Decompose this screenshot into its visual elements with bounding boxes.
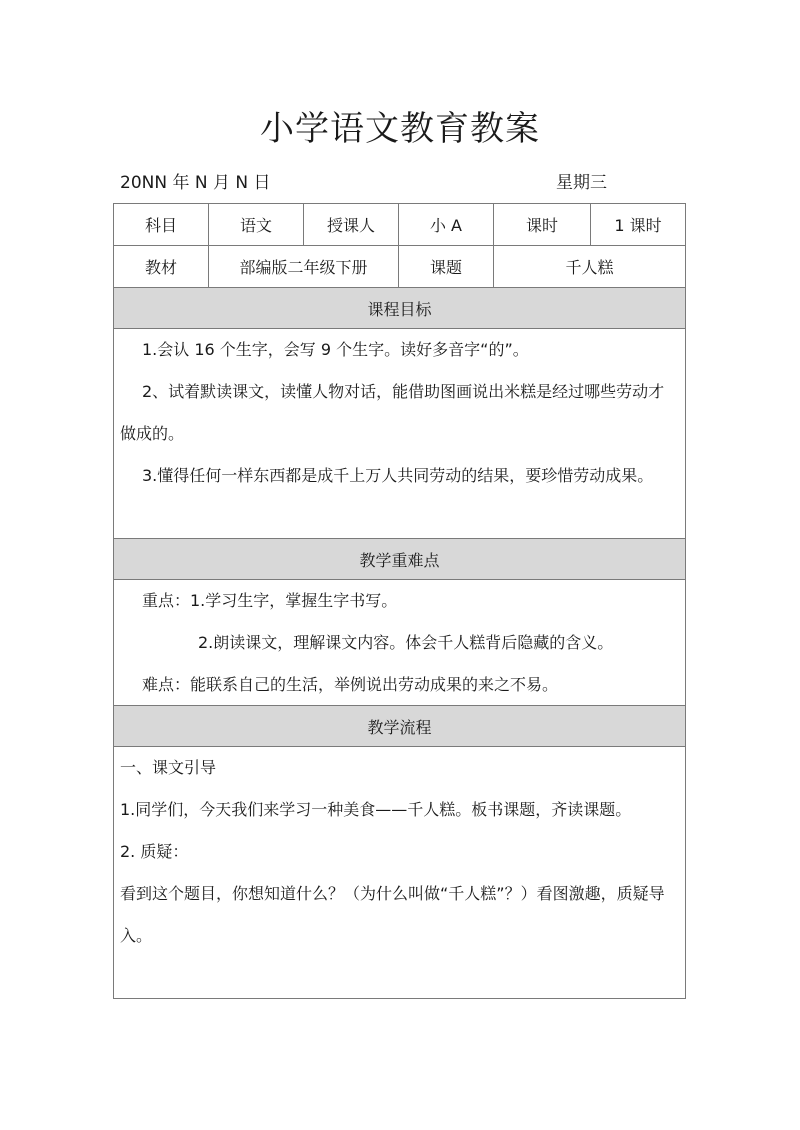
- difficulty-line: 难点：能联系自己的生活，举例说出劳动成果的来之不易。: [142, 675, 559, 694]
- key-points-heading: 教学重难点: [114, 539, 685, 580]
- info-row-2: [114, 246, 685, 288]
- teacher-label: 授课人: [304, 204, 399, 245]
- process-line: 一、课文引导: [120, 758, 217, 777]
- process-line: 1.同学们，今天我们来学习一种美食——千人糕。板书课题，齐读课题。: [120, 800, 632, 819]
- process-section: [114, 747, 685, 998]
- date-line: 20NN 年 N 月 N 日: [120, 173, 271, 193]
- goal-item: 2、试着默读课文，读懂人物对话，能借助图画说出米糕是经过哪些劳动才做成的。: [120, 382, 665, 443]
- topic-label: 课题: [399, 246, 494, 287]
- textbook-value: 部编版二年级下册: [209, 246, 399, 287]
- hours-value: 1 课时: [614, 216, 662, 235]
- process-heading: 教学流程: [114, 706, 685, 747]
- weekday: 星期三: [556, 173, 607, 193]
- goal-item: 3.懂得任何一样东西都是成千上万人共同劳动的结果，要珍惜劳动成果。: [142, 466, 654, 485]
- info-row-1: [114, 204, 685, 246]
- page-title: 小学语文教育教案: [260, 109, 540, 149]
- topic-value: 千人糕: [565, 258, 614, 277]
- goal-item: 1.会认 16 个生字，会写 9 个生字。读好多音字“的”。: [142, 340, 529, 359]
- goals-heading: 课程目标: [114, 288, 685, 329]
- key-point-line: 重点：1.学习生字，掌握生字书写。: [142, 591, 398, 610]
- lesson-plan-table: [113, 203, 686, 999]
- subject-value: 语文: [209, 204, 304, 245]
- subject-label: 科目: [114, 204, 209, 245]
- process-line: 2. 质疑：: [120, 842, 189, 861]
- process-line: 看到这个题目，你想知道什么？（为什么叫做“千人糕”？）看图激趣，质疑导入。: [120, 884, 665, 945]
- teacher-value: 小 A: [399, 204, 494, 245]
- key-point-line: 2.朗读课文，理解课文内容。体会千人糕背后隐藏的含义。: [198, 633, 614, 652]
- textbook-label: 教材: [114, 246, 209, 287]
- hours-label: 课时: [494, 204, 591, 245]
- goals-section: [114, 329, 685, 539]
- key-points-section: [114, 580, 685, 706]
